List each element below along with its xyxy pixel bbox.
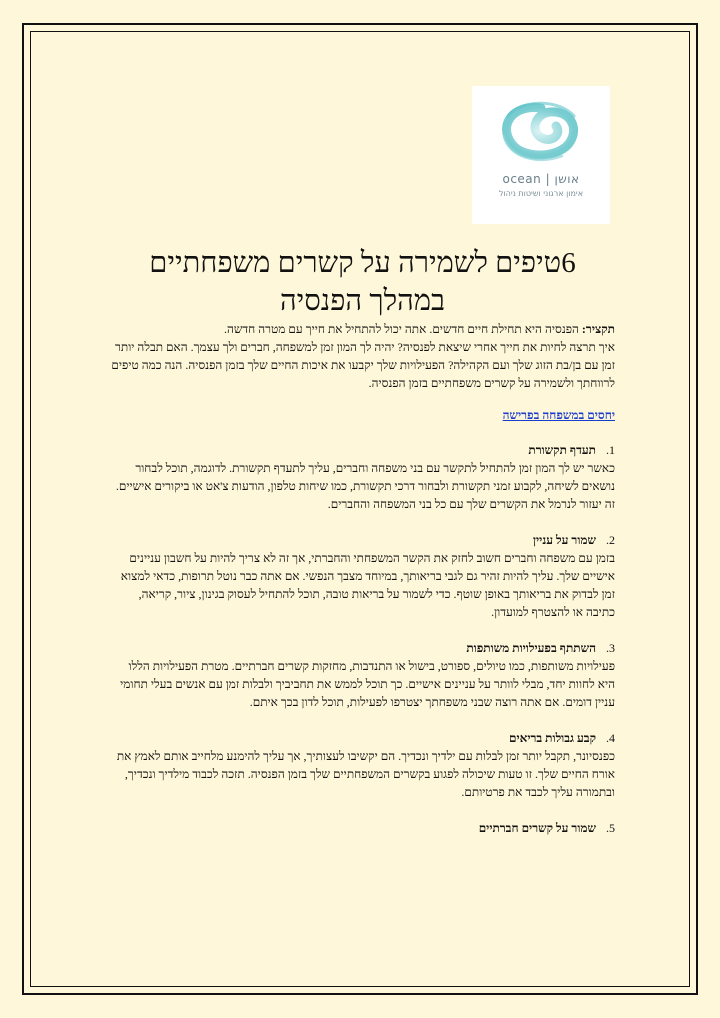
- section-body: בזמן עם משפחה וחברים חשוב לחזק את הקשר המשפחתי והחברתי, אך זה לא צריך להיות על חשבון עניינים אישיים שלך. עליך להיות זהיר גם לגבי בריאותך, במיוחד מצבך הנפשי. אם אתה כבר נוטל תרופות, כדאי למצוא זמן לבדוק את בריאותך באופן שוטף. כדי לשמור על בריאות טובה, תוכל להתחיל לעסוק בגינון, ציור, קריאה, כתיבה או להצטרף למועדון.: [120, 551, 615, 619]
- section-heading: [110, 639, 615, 657]
- section-heading: [110, 819, 615, 837]
- page-title: [110, 244, 615, 320]
- section-1: [110, 441, 615, 513]
- section-3: [110, 639, 615, 711]
- section-2: [110, 531, 615, 621]
- section-heading: [110, 729, 615, 747]
- section-body: כאשר יש לך המון זמן להתחיל לתקשר עם בני משפחה וחברים, עליך לתעדף תקשורת. לדוגמה, תוכל לבחור נושאים לשיחה, לקבוע זמני תקשורת ולבחור דרכי תקשורת, כמו שיחות טלפון, הודעות צ'אט או ביקורים אישיים. זה יעזור לנרמל את הקשרים שלך עם כל בני המשפחה והחברים.: [115, 461, 615, 511]
- title-line-2: במהלך הפנסיה: [280, 285, 445, 317]
- section-body: כפנסיונר, תקבל יותר זמן לבלות עם ילדיך ונכדיך. הם יקשיבו לעצותיך, אך עליך להימנע מלחייב אותם לאמץ את אורח החיים שלך. זו טעות שיכולה לפגוע בקשרים המשפחתיים שלך בזמן הפנסיה. תזכה לכבוד מילדיך ונכדיך, ובתמורה עליך לכבד את פרטיותם.: [116, 749, 615, 799]
- section-4: [110, 729, 615, 801]
- section-title: שמור על קשרים חברתיים: [478, 821, 596, 835]
- section-title: קבע גבולות בריאים: [509, 731, 596, 745]
- summary-text: הפנסיה היא תחילת חיים חדשים. אתה יכול להתחיל את חייך עם מטרה חדשה.: [223, 322, 582, 336]
- section-body: פעילויות משותפות, כמו טיולים, ספורט, בישול או התנדבות, מחזקות קשרים חברתיים. מטרת הפעילויות הללו היא לחוות יחד, מבלי לוותר על עניינים אישיים. כך תוכל לממש את תחביביך ולבלות זמן עם אנשים בעלי תחומי עניין דומים. אם אתה רוצה שבני משפחתך יצטרפו לפעילות, תוכל לדון בכך איתם.: [120, 659, 615, 709]
- summary-label: תקציר:: [581, 322, 615, 336]
- title-line-1: 6טיפים לשמירה על קשרים משפחתיים: [149, 247, 576, 279]
- section-number: 2.: [606, 533, 615, 547]
- section-title: השתתף בפעילויות משותפות: [466, 641, 596, 655]
- logo-subtitle: אימון ארגוני ושיטות ניהול: [498, 189, 584, 198]
- intro-paragraph: איך תרצה לחיות את חייך אחרי שיצאת לפנסיה? יהיה לך המון זמן למשפחה, חברים ולך עצמך. האם תבלה יותר זמן עם בן/בת הזוג שלך ועם הקהילה? הפעילויות שלך יקבעו את איכות החיים שלך בזמן הפנסיה. הנה כמה טיפים לרווחתך ולשמירה על קשרים משפחתיים בזמן הפנסיה.: [111, 340, 615, 390]
- summary-paragraph: [110, 320, 615, 338]
- article-content: [110, 244, 615, 837]
- swirl-logo-icon: [472, 86, 610, 176]
- section-number: 3.: [606, 641, 615, 655]
- logo-name: ocean | אושן: [502, 172, 580, 186]
- section-title: תעדף תקשורת: [528, 443, 596, 457]
- section-number: 4.: [606, 731, 615, 745]
- section-5: [110, 819, 615, 837]
- section-heading: [110, 531, 615, 549]
- section-title: שמור על עניין: [532, 533, 596, 547]
- section-number: 5.: [606, 821, 615, 835]
- ocean-logo: [472, 86, 610, 224]
- family-relations-link[interactable]: יחסים במשפחה בפרישה: [502, 408, 615, 422]
- section-heading: [110, 441, 615, 459]
- section-number: 1.: [606, 443, 615, 457]
